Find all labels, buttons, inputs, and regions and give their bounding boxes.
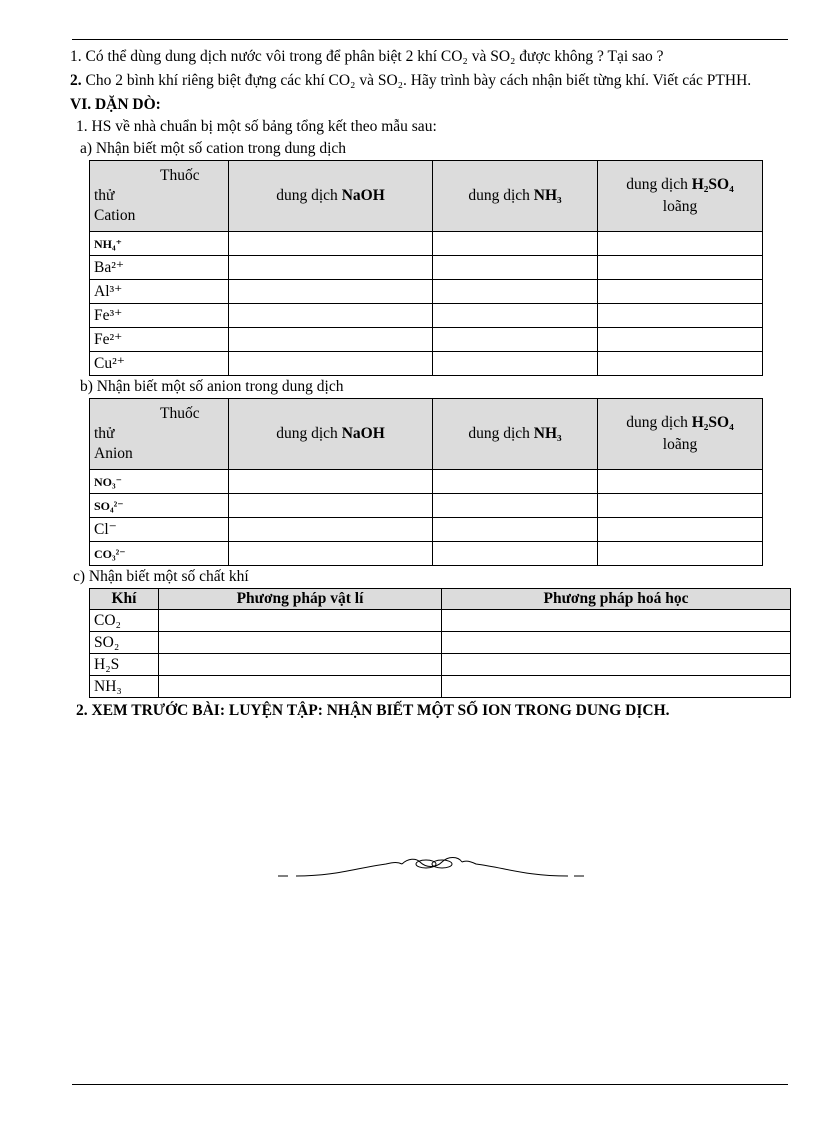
row-label: Ba²⁺: [90, 256, 229, 280]
header-khi: Khí: [90, 589, 159, 610]
top-rule: [72, 39, 788, 40]
section-title-text: VI. DẶN DÒ:: [70, 96, 161, 113]
table-row: [90, 632, 791, 654]
row-label: SO₂: [90, 632, 159, 654]
header-corner: [90, 161, 229, 232]
question-2-text: Cho 2 bình khí riêng biệt đựng các khí CO₂ và SO₂. Hãy trình bày cách nhận biết từng khí. Viết các PTHH.: [81, 72, 752, 89]
header-naoh: dung dịch NaOH: [229, 161, 433, 232]
row-label: Fe³⁺: [90, 304, 229, 328]
cation-table: [89, 160, 763, 376]
row-label: CO₃²⁻: [90, 542, 229, 566]
table-row: [90, 470, 763, 494]
table-row: [90, 256, 763, 280]
anion-table: [89, 398, 763, 566]
table-row: [90, 494, 763, 518]
question-1: 1. Có thể dùng dung dịch nước vôi trong để phân biệt 2 khí CO₂ và SO₂ được không ? Tại sao ?: [70, 48, 664, 65]
header-anion: Anion: [94, 445, 133, 462]
question-2: [70, 70, 792, 92]
table-row: [90, 654, 791, 676]
header-nh3: dung dịch NH₃: [433, 161, 598, 232]
row-label: CO₂: [90, 610, 159, 632]
header-thu: thử: [94, 187, 115, 204]
header-chemical: Phương pháp hoá học: [442, 589, 791, 610]
final-line: 2. XEM TRƯỚC BÀI: LUYỆN TẬP: NHẬN BIẾT MỘT SỐ ION TRONG DUNG DỊCH.: [76, 702, 670, 719]
document-body: [70, 46, 792, 722]
header-thu: thử: [94, 425, 115, 442]
row-label: NH₃: [90, 676, 159, 698]
header-nh3: dung dịch NH₃: [433, 399, 598, 470]
row-label: Fe²⁺: [90, 328, 229, 352]
header-h2so4: dung dịch H₂SO₄ loãng: [598, 399, 763, 470]
row-label: Cl⁻: [90, 518, 229, 542]
row-label: NH₄⁺: [90, 232, 229, 256]
table-row: [90, 542, 763, 566]
table-row: [90, 304, 763, 328]
header-physical: Phương pháp vật lí: [159, 589, 442, 610]
row-label: Al³⁺: [90, 280, 229, 304]
caption-anions: b) Nhận biết một số anion trong dung dịch: [80, 378, 344, 395]
bottom-rule: [72, 1084, 788, 1085]
header-thuoc: Thuốc: [160, 167, 200, 184]
header-cation: Cation: [94, 207, 136, 224]
row-label: Cu²⁺: [90, 352, 229, 376]
table-row: [90, 328, 763, 352]
table-row: [90, 352, 763, 376]
table-row: [90, 280, 763, 304]
gas-table-header: [90, 589, 791, 610]
table-row: [90, 518, 763, 542]
caption-gases: c) Nhận biết một số chất khí: [73, 568, 249, 585]
table-row: [90, 676, 791, 698]
header-naoh: dung dịch NaOH: [229, 399, 433, 470]
table-row: [90, 610, 791, 632]
row-label: SO₄²⁻: [90, 494, 229, 518]
header-h2so4: dung dịch H₂SO₄ loãng: [598, 161, 763, 232]
cation-table-header: [90, 161, 763, 232]
gas-table: [89, 588, 791, 698]
ornament-divider: [276, 852, 586, 888]
header-corner: [90, 399, 229, 470]
anion-table-header: [90, 399, 763, 470]
row-label: H₂S: [90, 654, 159, 676]
table-row: [90, 232, 763, 256]
caption-cations: a) Nhận biết một số cation trong dung dịch: [80, 140, 347, 157]
intro-line: 1. HS về nhà chuẩn bị một số bảng tổng kết theo mẫu sau:: [76, 118, 437, 135]
question-2-number: 2.: [70, 72, 82, 89]
header-thuoc: Thuốc: [160, 405, 200, 422]
section-title: [70, 94, 792, 116]
row-label: NO₃⁻: [90, 470, 229, 494]
